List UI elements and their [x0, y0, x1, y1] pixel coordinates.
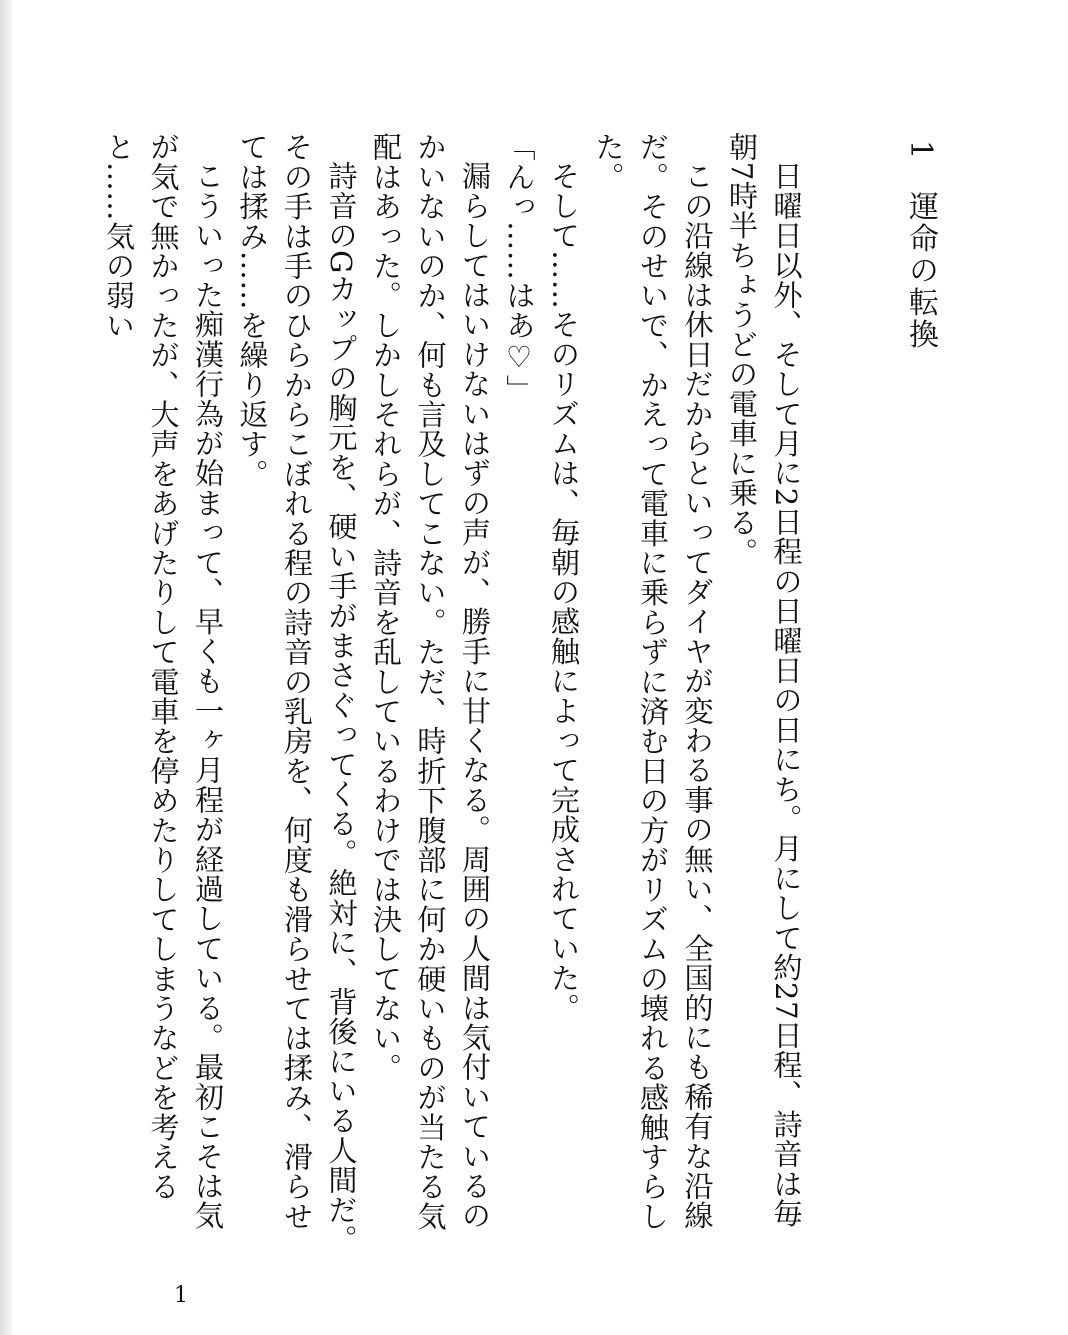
- paragraph-7: こういった痴漢行為が始まって、早くも一ヶ月程が経過している。最初こそは気が気で無かったが、大声をあげたりして電車を停めたりしてしまうなどを考えると……気の弱い: [101, 132, 225, 1231]
- paragraph-3: そして……そのリズムは、毎朝の感触によって完成されていた。: [546, 161, 581, 1023]
- dialogue-line: 「んっ……はあ♡」: [502, 132, 536, 405]
- paragraph-5: 漏らしてはいけないはずの声が、勝手に甘くなる。周囲の人間は気付いているのかいないのか、何も言及してこない。ただ、時折下腹部に何か硬いものが当たる気配はあった。しかしそれらが、詩音を乱しているわけでは決してない。: [368, 132, 492, 1231]
- body-text: [101, 132, 808, 1257]
- paragraph-1: 日曜日以外、そして月に2日程の日曜日の日にち。月にして約27日程、詩音は毎朝7時半ちょうどの電車に乗る。: [724, 132, 803, 1229]
- paragraph-6: 詩音のGカップの胸元を、硬い手がまさぐってくる。絶対に、背後にいる人間だ。その手は手のひらからこぼれる程の詩音の乳房を、何度も滑らせては揉み、滑らせては揉み……を繰り返す。: [235, 132, 358, 1255]
- page-number: 1: [174, 1283, 188, 1308]
- chapter-heading: [892, 140, 948, 351]
- page-edge-shadow: [0, 0, 14, 1335]
- chapter-number: 1: [903, 140, 938, 162]
- chapter-title: 運命の転換: [903, 190, 938, 351]
- paragraph-2: この沿線は休日だからといってダイヤが変わる事の無い、全国的にも稀有な沿線だ。そのせいで、かえって電車に乗らずに済む日の方がリズムの壊れる感触すらした。: [591, 132, 714, 1231]
